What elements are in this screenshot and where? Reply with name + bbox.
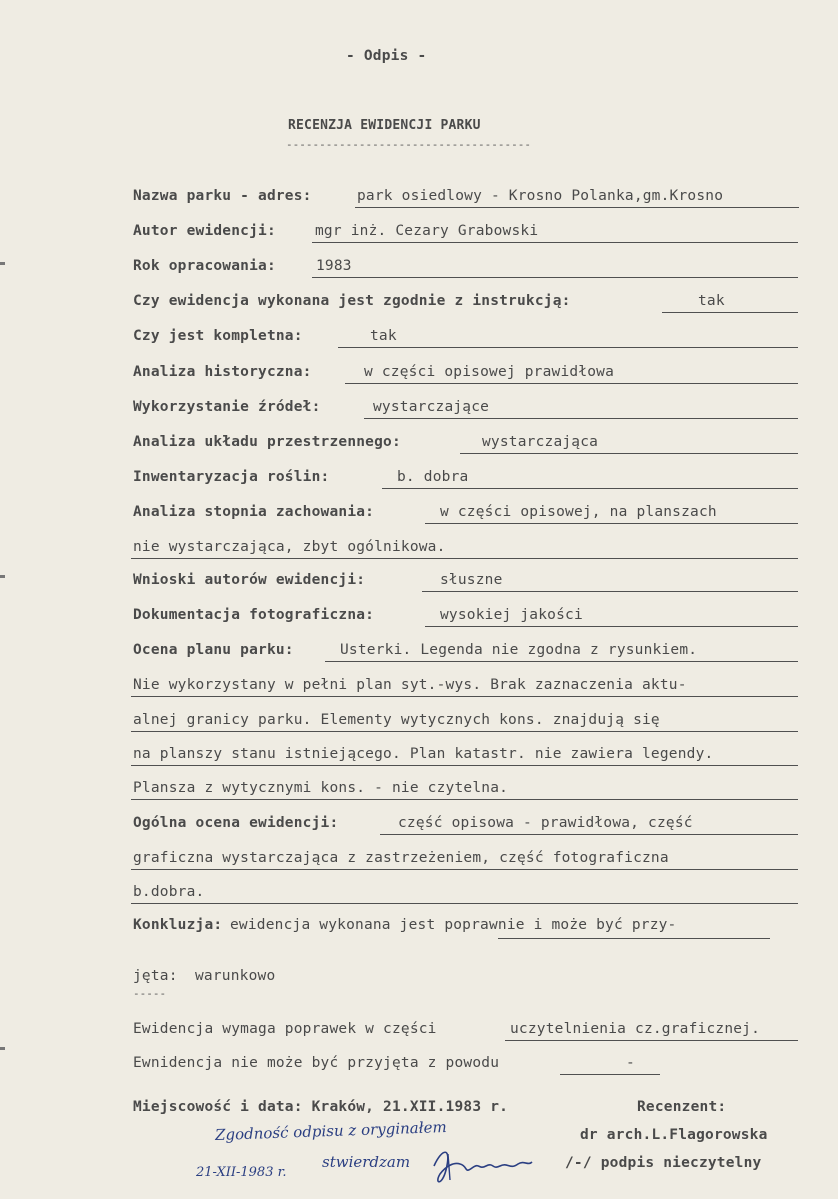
underline [345,383,798,384]
label-author: Autor ewidencji: [133,223,276,239]
label-conclusion: Konkluzja: [133,917,223,933]
underline [425,626,798,627]
underline [312,277,798,278]
punch-mark [0,575,5,578]
value-overall-cont-2: b.dobra. [133,884,205,900]
label-preservation: Analiza stopnia zachowania: [133,504,375,520]
label-plants: Inwentaryzacja roślin: [133,469,330,485]
underline [131,903,798,904]
short-underline: ----- [133,987,167,1000]
value-corrections: uczytelnienia cz.graficznej. [510,1021,761,1037]
underline [422,591,798,592]
value-plan-cont-3: na planszy stanu istniejącego. Plan katastr. nie zawiera legendy. [133,746,714,762]
value-history: w części opisowej prawidłowa [364,364,615,380]
underline [460,453,798,454]
underline [364,418,798,419]
label-spatial: Analiza układu przestrzennego: [133,434,401,450]
value-author: mgr inż. Cezary Grabowski [315,223,539,239]
reviewer-name: dr arch.L.Flagorowska [580,1127,768,1143]
underline [662,312,798,313]
underline [355,207,799,208]
reviewer-label: Recenzent: [637,1099,727,1115]
value-year: 1983 [316,258,352,274]
value-rejection: - [626,1055,635,1071]
underline [560,1074,660,1075]
underline [325,661,798,662]
label-photo: Dokumentacja fotograficzna: [133,607,375,623]
signature-note: /-/ podpis nieczytelny [565,1155,762,1171]
underline [382,488,798,489]
underline [312,242,798,243]
label-conclusions: Wnioski autorów ewidencji: [133,572,366,588]
punch-mark [0,1047,5,1050]
handwritten-certification: Zgodność odpisu z oryginałem [214,1117,447,1145]
underline [338,347,798,348]
handwritten-signature [428,1140,538,1190]
value-conclusions: słuszne [440,572,503,588]
label-history: Analiza historyczna: [133,364,312,380]
value-plan-cont-1: Nie wykorzystany w pełni plan syt.-wys. Brak zaznaczenia aktu- [133,677,687,693]
value-overall: część opisowa - prawidłowa, część [398,815,693,831]
punch-mark [0,262,5,265]
value-park-name: park osiedlowy - Krosno Polanka,gm.Krosno [357,188,724,204]
underline [425,523,798,524]
document-title: RECENZJA EWIDENCJI PARKU [288,118,481,133]
underline [131,765,798,766]
value-plants: b. dobra [397,469,469,485]
label-year: Rok opracowania: [133,258,276,274]
value-sources: wystarczające [373,399,490,415]
handwritten-date: 21-XII-1983 r. [196,1165,287,1180]
underline [131,558,798,559]
value-instruction: tak [698,293,725,309]
label-complete: Czy jest kompletna: [133,328,303,344]
underline [131,869,798,870]
odpis-header: - Odpis - [346,48,427,64]
conclusion-value: warunkowo [195,968,276,984]
title-underline: ------------------------------------- [286,138,532,151]
value-preservation: w części opisowej, na planszach [440,504,717,520]
underline [131,799,798,800]
handwritten-confirm: stwierdzam [322,1153,411,1171]
value-preservation-cont: nie wystarczająca, zbyt ogólnikowa. [133,539,446,555]
conclusion-text: ewidencja wykonana jest poprawnie i może być przy- [230,917,677,933]
place-date: Miejscowość i data: Kraków, 21.XII.1983 r. [133,1099,509,1115]
value-spatial: wystarczająca [482,434,599,450]
label-sources: Wykorzystanie źródeł: [133,399,321,415]
label-park-name: Nazwa parku - adres: [133,188,312,204]
value-plan-cont-4: Plansza z wytycznymi kons. - nie czytelna. [133,780,509,796]
underline [131,731,798,732]
label-instruction: Czy ewidencja wykonana jest zgodnie z instrukcją: [133,293,571,309]
label-overall: Ogólna ocena ewidencji: [133,815,339,831]
value-plan: Usterki. Legenda nie zgodna z rysunkiem. [340,642,698,658]
value-photo: wysokiej jakości [440,607,583,623]
underline [380,834,798,835]
conclusion-text-cont: jęta: [133,968,178,984]
label-corrections: Ewidencja wymaga poprawek w części [133,1021,437,1037]
value-plan-cont-2: alnej granicy parku. Elementy wytycznych kons. znajdują się [133,712,660,728]
underline [498,938,770,939]
underline [505,1040,798,1041]
label-plan: Ocena planu parku: [133,642,294,658]
label-rejection: Ewnidencja nie może być przyjęta z powodu [133,1055,500,1071]
underline [131,696,798,697]
value-overall-cont-1: graficzna wystarczająca z zastrzeżeniem, część fotograficzna [133,850,669,866]
value-complete: tak [370,328,397,344]
